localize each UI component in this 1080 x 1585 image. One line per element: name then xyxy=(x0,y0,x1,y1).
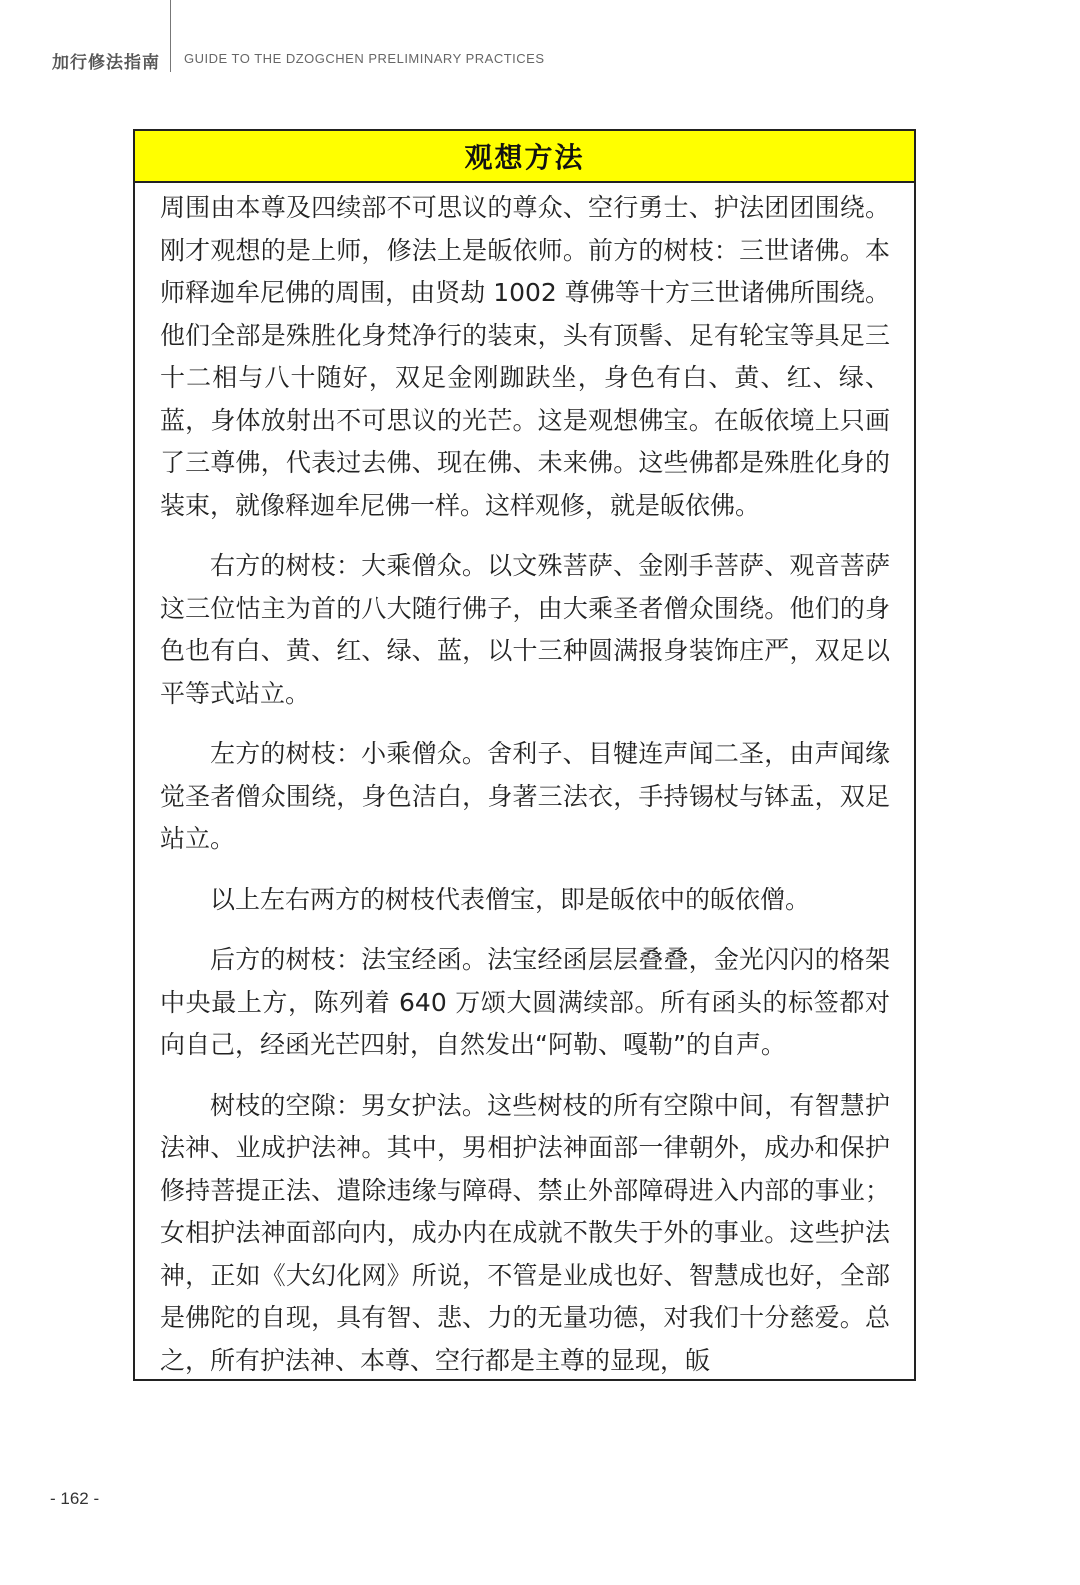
header-divider xyxy=(170,0,171,72)
box-title: 观想方法 xyxy=(135,131,914,183)
paragraph-dharma-texts: 后方的树枝：法宝经函。法宝经函层层叠叠，金光闪闪的格架中央最上方，陈列着 640 万颂大圆满续部。所有函头的标签都对向自己，经函光芒四射，自然发出“阿勒、嘎勒”的自声。 xyxy=(160,945,890,1059)
paragraph-protectors: 树枝的空隙：男女护法。这些树枝的所有空隙中间，有智慧护法神、业成护法神。其中，男相护法神面部一律朝外，成办和保护修持菩提正法、遣除违缘与障碍、禁止外部障碍进入内部的事业；女相护法神面部向内，成办内在成就不散失于外的事业。这些护法神，正如《大幻化网》所说，不管是业成也好、智慧成也好，全部是佛陀的自现，具有智、悲、力的无量功德，对我们十分慈爱。总之，所有护法神、本尊、空行都是主尊的显现，皈 xyxy=(160,1090,890,1375)
header-title-english: GUIDE TO THE DZOGCHEN PRELIMINARY PRACTICES xyxy=(184,51,545,66)
visualization-box xyxy=(133,129,916,1381)
paragraph-buddhas: 周围由本尊及四续部不可思议的尊众、空行勇士、护法团团围绕。刚才观想的是上师，修法上是皈依师。前方的树枝：三世诸佛。本师释迦牟尼佛的周围，由贤劫 1002 尊佛等十方三世诸佛所围绕。他们全部是殊胜化身梵净行的装束，头有顶髻、足有轮宝等具足三十二相与八十随好，双足金刚跏趺坐，身色有白、黄、红、绿、蓝，身体放射出不可思议的光芒。这是观想佛宝。在皈依境上只画了三尊佛，代表过去佛、现在佛、未来佛。这些佛都是殊胜化身的装束，就像释迦牟尼佛一样。这样观修，就是皈依佛。 xyxy=(160,193,890,520)
paragraph-sangha-summary: 以上左右两方的树枝代表僧宝，即是皈依中的皈依僧。 xyxy=(210,884,811,914)
running-header xyxy=(0,0,1080,80)
paragraph-mahayana-sangha: 右方的树枝：大乘僧众。以文殊菩萨、金刚手菩萨、观音菩萨这三位怙主为首的八大随行佛子，由大乘圣者僧众围绕。他们的身色也有白、黄、红、绿、蓝，以十三种圆满报身装饰庄严，双足以平等式站立。 xyxy=(160,551,890,708)
box-body xyxy=(135,183,914,1382)
page-number: - 162 - xyxy=(50,1489,100,1508)
paragraph-hinayana-sangha: 左方的树枝：小乘僧众。舍利子、目犍连声闻二圣，由声闻缘觉圣者僧众围绕，身色洁白，身著三法衣，手持锡杖与钵盂，双足站立。 xyxy=(160,739,890,853)
header-title-chinese: 加行修法指南 xyxy=(52,53,160,73)
